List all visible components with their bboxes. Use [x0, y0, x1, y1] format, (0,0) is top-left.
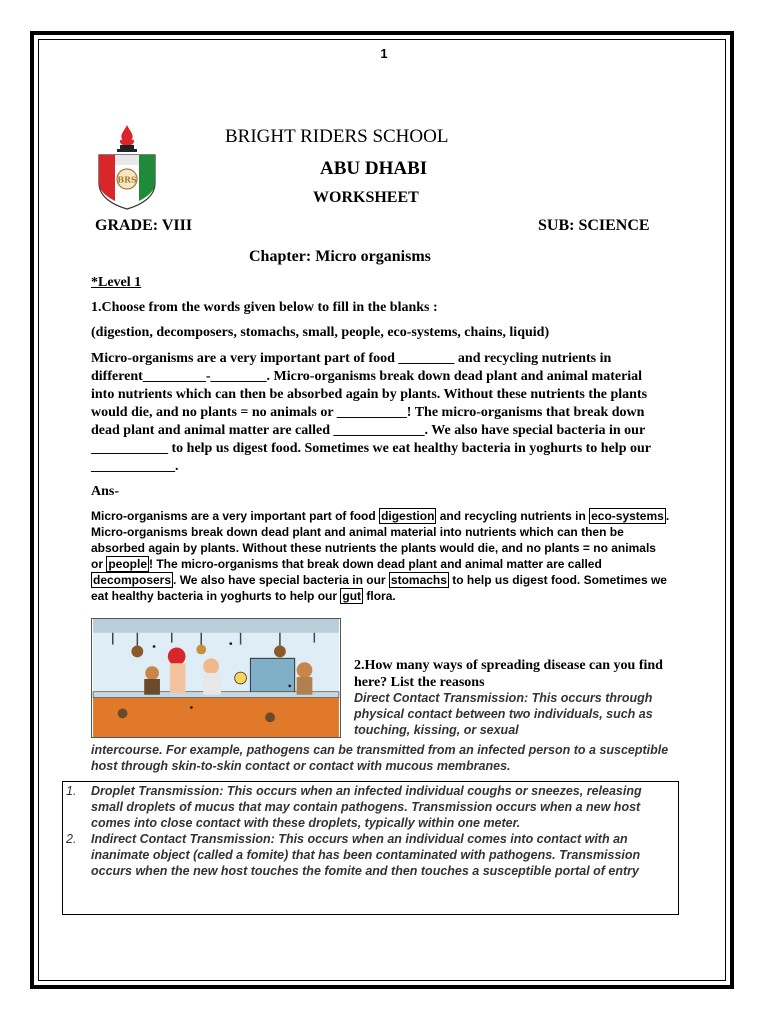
fill-in-paragraph: Micro-organisms are a very important part of food ________ and recycling nutrients in different_________-________. Micro-organisms break down dead plant and animal material into nutrients which can then be absorbed again by plants. Without these nutrients the plants would die, and no plants = no animals or __________! The micro-organisms that break down dead plant and animal matter are called _____________. We also have special bacteria in our ___________ to help us digest food. Sometimes we eat healthy bacteria in yoghurts to help our ____________.	[91, 351, 651, 474]
answer-word-decomposers: decomposers	[93, 573, 172, 587]
chapter-title: Chapter: Micro organisms	[249, 248, 431, 265]
page-number: 1	[380, 46, 388, 61]
answer-text: . We also have special bacteria in our	[173, 573, 389, 587]
answer-text: ! The micro-organisms that break down dead plant and animal matter are called	[149, 557, 602, 571]
question-2-prompt: 2.How many ways of spreading disease can you find here? List the reasons	[354, 658, 663, 690]
level-heading: *Level 1	[91, 275, 142, 290]
school-name: BRIGHT RIDERS SCHOOL	[225, 126, 449, 147]
list-item-number: 2.	[66, 832, 77, 846]
list-item-text: Droplet Transmission: This occurs when an infected individual coughs or sneezes, releasing small droplets of mucus that may contain pathogens. Transmission occurs when a new host comes into close contact with these droplets, typically within one meter.	[91, 784, 642, 830]
kitchen-cartoon-image	[91, 618, 341, 738]
answer-word-digestion: digestion	[381, 509, 435, 523]
direct-contact-text: Direct Contact Transmission: This occurs through physical contact between two individuals, such as touching, kissing, or sexual	[354, 691, 653, 737]
answer-word-people: people	[108, 557, 148, 571]
transmission-list	[66, 783, 671, 879]
answer-text: to help us digest food. Sometimes we eat healthy bacteria in yoghurts to help our	[91, 573, 667, 603]
subject-label: SUB: SCIENCE	[538, 217, 650, 234]
answer-label: Ans-	[91, 484, 120, 499]
svg-text:BRS: BRS	[117, 174, 137, 185]
list-item-text: Indirect Contact Transmission: This occurs when an individual comes into contact with an inanimate object (called a fomite) that has been contaminated with pathogens. Transmission occurs when the new host touches the fomite and then touches a susceptible portal of entry	[91, 832, 641, 878]
answer-paragraph	[91, 508, 671, 604]
answer-word-gut: gut	[342, 589, 362, 603]
answer-text: . Micro-organisms break down dead plant and animal material into nutrients which can then be absorbed again by plants. Without these nutrients the plants would die, and no plants = no animals or	[91, 509, 670, 571]
school-crest-logo	[93, 123, 161, 211]
answer-text: Micro-organisms are a very important part of food	[91, 509, 380, 523]
answer-text: flora.	[363, 589, 396, 603]
word-bank: (digestion, decomposers, stomachs, small, people, eco-systems, chains, liquid)	[91, 325, 550, 340]
question-1-prompt: 1.Choose from the words given below to fill in the blanks :	[91, 300, 438, 315]
grade-label: GRADE: VIII	[95, 217, 193, 234]
list-item	[66, 783, 671, 831]
answer-text: and recycling nutrients in	[436, 509, 590, 523]
answer-word-eco-systems: eco-systems	[591, 509, 664, 523]
document-type: WORKSHEET	[313, 189, 419, 206]
list-item	[66, 831, 671, 879]
answer-word-stomachs: stomachs	[390, 573, 447, 587]
list-item-number: 1.	[66, 784, 77, 798]
direct-contact-text-continued: intercourse. For example, pathogens can be transmitted from an infected person to a susceptible host through skin-to-skin contact or contact with mucous membranes.	[91, 743, 669, 773]
school-city: ABU DHABI	[320, 158, 428, 179]
